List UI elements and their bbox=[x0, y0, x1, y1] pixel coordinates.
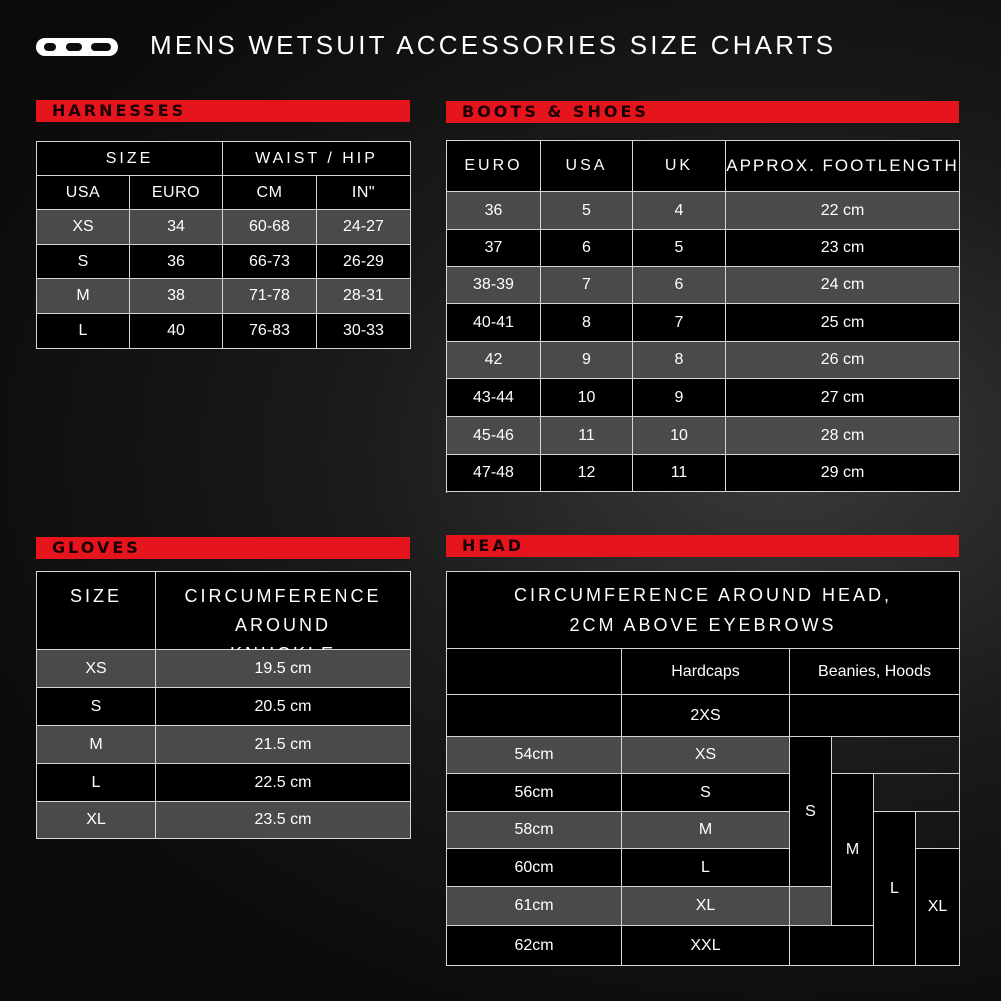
table-cell bbox=[447, 695, 622, 737]
uk-header: UK bbox=[633, 141, 726, 192]
table-cell: 40 bbox=[130, 314, 223, 349]
beanie-size-cell: XL bbox=[916, 849, 960, 966]
table-cell: 29 cm bbox=[726, 455, 960, 492]
table-cell: 11 bbox=[541, 417, 633, 455]
table-cell: 8 bbox=[633, 342, 726, 379]
table-cell: 20.5 cm bbox=[156, 688, 411, 726]
head-table bbox=[446, 571, 960, 966]
table-cell: S bbox=[37, 688, 156, 726]
table-cell: 38 bbox=[130, 279, 223, 314]
table-cell: 19.5 cm bbox=[156, 650, 411, 688]
page-title: MENS WETSUIT ACCESSORIES SIZE CHARTS bbox=[150, 30, 837, 60]
hardcap-size-cell: M bbox=[622, 812, 790, 849]
table-cell: L bbox=[37, 314, 130, 349]
usa-header: USA bbox=[37, 176, 130, 210]
table-cell bbox=[832, 737, 960, 774]
hardcaps-header: Hardcaps bbox=[622, 649, 790, 695]
table-cell: 45-46 bbox=[447, 417, 541, 455]
circumference-cell: 54cm bbox=[447, 737, 622, 774]
table-cell: 30-33 bbox=[317, 314, 411, 349]
table-cell: 22 cm bbox=[726, 192, 960, 230]
euro-header: EURO bbox=[130, 176, 223, 210]
harnesses-table bbox=[36, 141, 411, 349]
waist-hip-header: WAIST / HIP bbox=[223, 142, 411, 176]
hardcap-size-cell: 2XS bbox=[622, 695, 790, 737]
table-cell: 24-27 bbox=[317, 210, 411, 245]
table-cell: 60-68 bbox=[223, 210, 317, 245]
gloves-section-label: GLOVES bbox=[52, 538, 141, 557]
harnesses-section-bar bbox=[36, 100, 410, 122]
size-header: SIZE bbox=[37, 572, 156, 650]
table-cell: 10 bbox=[633, 417, 726, 455]
table-cell: 71-78 bbox=[223, 279, 317, 314]
table-cell: 76-83 bbox=[223, 314, 317, 349]
table-cell: 8 bbox=[541, 304, 633, 342]
head-section-label: HEAD bbox=[462, 536, 524, 555]
table-cell: 38-39 bbox=[447, 267, 541, 304]
table-cell: L bbox=[37, 764, 156, 802]
table-cell bbox=[447, 649, 622, 695]
table-cell bbox=[790, 926, 874, 966]
table-cell: 4 bbox=[633, 192, 726, 230]
table-cell: 11 bbox=[633, 455, 726, 492]
beanie-size-cell: L bbox=[874, 812, 916, 966]
hardcap-size-cell: L bbox=[622, 849, 790, 887]
gloves-section-bar bbox=[36, 537, 410, 559]
cm-header: CM bbox=[223, 176, 317, 210]
boots-section-bar bbox=[446, 101, 959, 123]
table-cell: 5 bbox=[633, 230, 726, 267]
table-cell: 7 bbox=[633, 304, 726, 342]
circumference-cell: 58cm bbox=[447, 812, 622, 849]
inch-header: IN" bbox=[317, 176, 411, 210]
euro-header: EURO bbox=[447, 141, 541, 192]
table-cell: 42 bbox=[447, 342, 541, 379]
head-section-bar bbox=[446, 535, 959, 557]
beanies-hoods-header: Beanies, Hoods bbox=[790, 649, 960, 695]
table-cell: 66-73 bbox=[223, 245, 317, 279]
usa-header: USA bbox=[541, 141, 633, 192]
circumference-cell: 56cm bbox=[447, 774, 622, 812]
footlength-header: APPROX. FOOTLENGTH bbox=[726, 141, 960, 192]
table-cell: 26-29 bbox=[317, 245, 411, 279]
head-circumference-title: CIRCUMFERENCE AROUND HEAD, 2CM ABOVE EYEBROWS bbox=[447, 572, 960, 649]
circumference-cell: 61cm bbox=[447, 887, 622, 926]
harnesses-section-label: HARNESSES bbox=[52, 101, 187, 120]
table-cell: XL bbox=[37, 802, 156, 839]
beanie-size-cell: M bbox=[832, 774, 874, 926]
beanie-size-cell: S bbox=[790, 737, 832, 887]
boots-section-label: BOOTS & SHOES bbox=[462, 102, 649, 121]
gloves-table bbox=[36, 571, 411, 839]
ion-logo bbox=[36, 36, 118, 58]
hardcap-size-cell: S bbox=[622, 774, 790, 812]
table-cell: 9 bbox=[541, 342, 633, 379]
table-cell: 23.5 cm bbox=[156, 802, 411, 839]
table-cell: 24 cm bbox=[726, 267, 960, 304]
table-cell: 28-31 bbox=[317, 279, 411, 314]
size-header: SIZE bbox=[37, 142, 223, 176]
table-cell bbox=[874, 774, 960, 812]
circumference-cell: 60cm bbox=[447, 849, 622, 887]
table-cell: 28 cm bbox=[726, 417, 960, 455]
hardcap-size-cell: XXL bbox=[622, 926, 790, 966]
table-cell: 5 bbox=[541, 192, 633, 230]
table-cell: 34 bbox=[130, 210, 223, 245]
table-cell: 36 bbox=[447, 192, 541, 230]
table-cell: 9 bbox=[633, 379, 726, 417]
boots-table bbox=[446, 140, 960, 493]
table-cell: M bbox=[37, 279, 130, 314]
table-cell: 43-44 bbox=[447, 379, 541, 417]
table-cell: 25 cm bbox=[726, 304, 960, 342]
table-cell: S bbox=[37, 245, 130, 279]
table-cell: 6 bbox=[633, 267, 726, 304]
table-cell bbox=[790, 887, 832, 926]
table-cell: 47-48 bbox=[447, 455, 541, 492]
table-cell: XS bbox=[37, 210, 130, 245]
table-cell: 23 cm bbox=[726, 230, 960, 267]
table-cell: 22.5 cm bbox=[156, 764, 411, 802]
table-cell: 37 bbox=[447, 230, 541, 267]
table-cell: 7 bbox=[541, 267, 633, 304]
table-cell: 21.5 cm bbox=[156, 726, 411, 764]
hardcap-size-cell: XL bbox=[622, 887, 790, 926]
table-cell: 40-41 bbox=[447, 304, 541, 342]
table-cell: 36 bbox=[130, 245, 223, 279]
table-cell: 6 bbox=[541, 230, 633, 267]
knuckle-circumference-header: CIRCUMFERENCE AROUND bbox=[156, 572, 411, 650]
circumference-cell: 62cm bbox=[447, 926, 622, 966]
table-cell: 10 bbox=[541, 379, 633, 417]
table-cell: XS bbox=[37, 650, 156, 688]
table-cell: 27 cm bbox=[726, 379, 960, 417]
table-cell: 26 cm bbox=[726, 342, 960, 379]
hardcap-size-cell: XS bbox=[622, 737, 790, 774]
table-cell: 12 bbox=[541, 455, 633, 492]
table-cell bbox=[790, 695, 960, 737]
table-cell: M bbox=[37, 726, 156, 764]
table-cell bbox=[916, 812, 960, 849]
